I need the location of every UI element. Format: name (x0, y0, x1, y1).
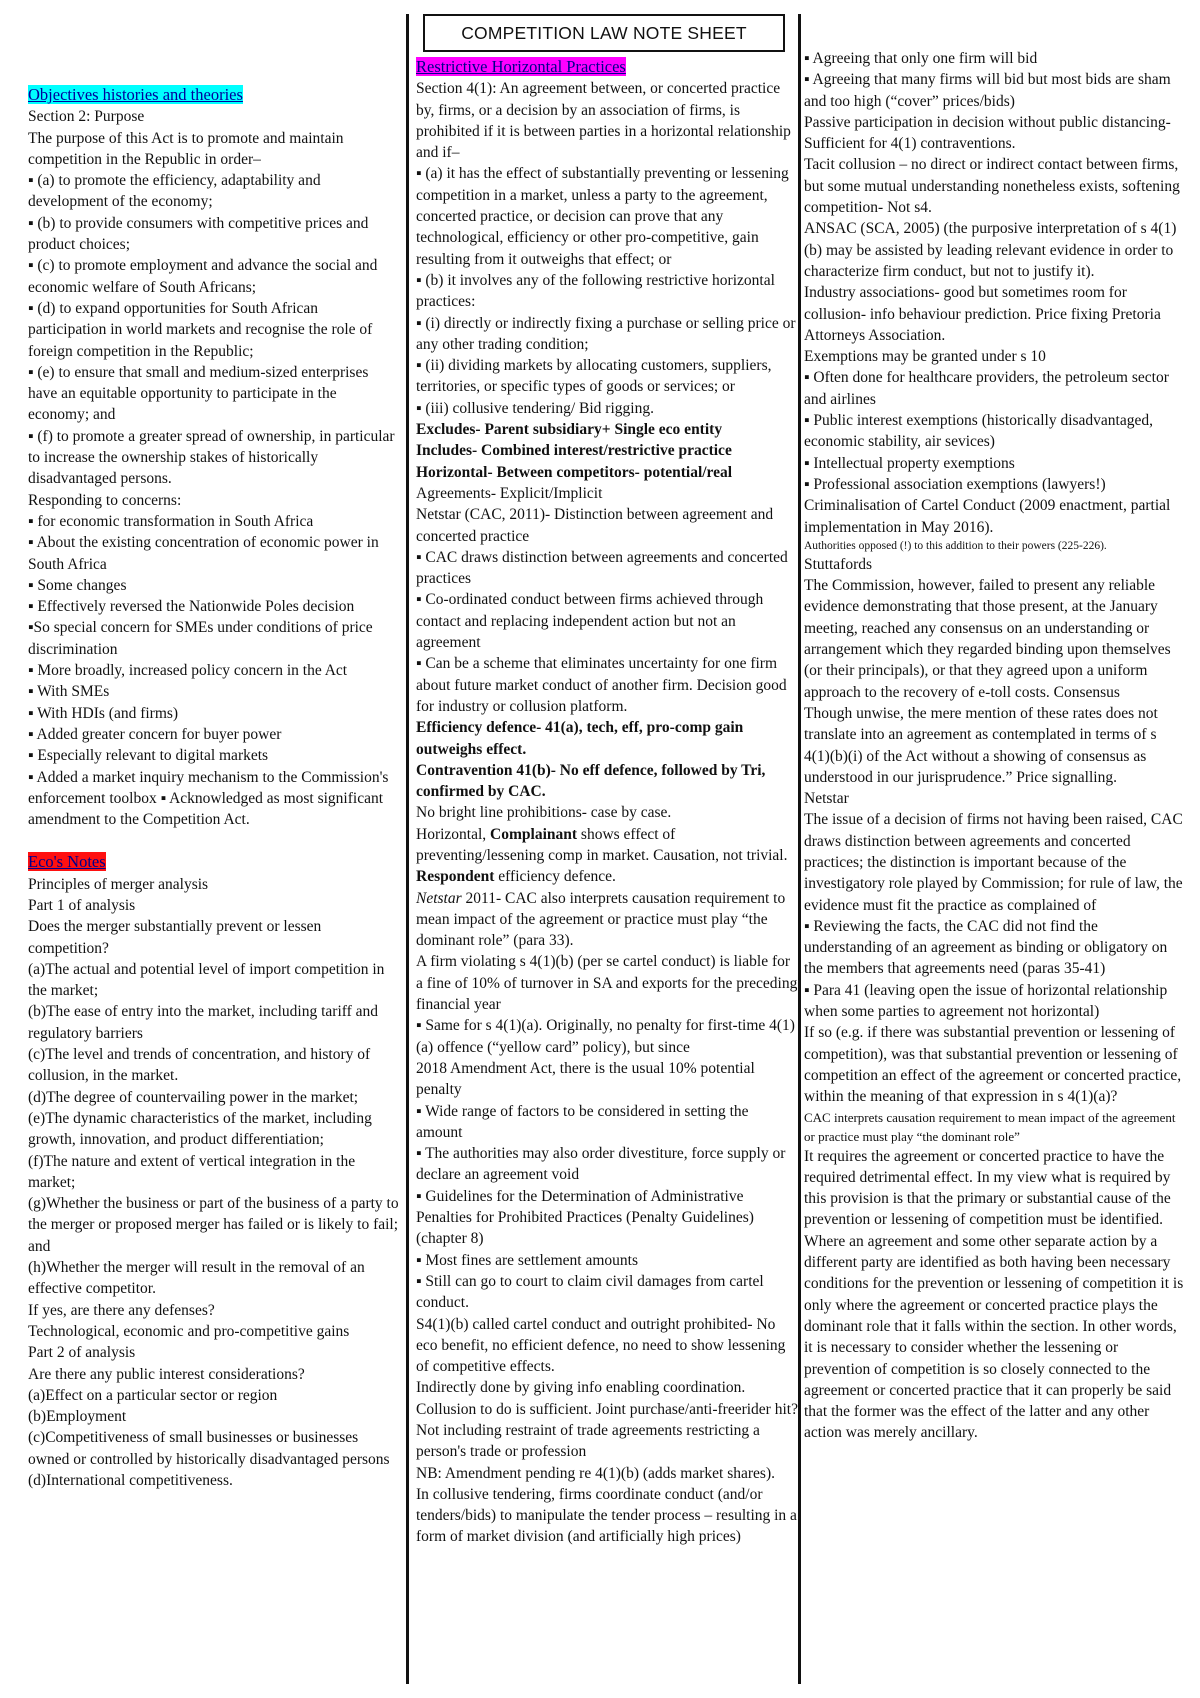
eco-line: (f)The nature and extent of vertical integration in the market; (28, 1152, 356, 1191)
bullet-line: ▪ Wide range of factors to be considered in setting the amount (416, 1102, 749, 1141)
eco-line: Are there any public interest considerations? (28, 1365, 305, 1383)
text-run: Horizontal, (416, 825, 491, 843)
eco-line: Part 1 of analysis (28, 896, 136, 914)
bullet-line: ▪ Most fines are settlement amounts (416, 1251, 639, 1269)
eco-line: (b)The ease of entry into the market, including tariff and regulatory barriers (28, 1003, 379, 1042)
bullet-line: ▪ CAC draws distinction between agreements and concerted practices (416, 548, 788, 588)
right-line: Stuttafords (804, 555, 873, 573)
objectives-list (28, 106, 400, 830)
objectives-line: ▪So special concern for SMEs under conditions of price discrimination (28, 619, 373, 658)
section-4-1-b-i: ▪ (i) directly or indirectly fixing a purchase or selling price or any other trading condition; (416, 314, 796, 353)
eco-line: (h)Whether the merger will result in the removal of an effective competitor. (28, 1259, 365, 1298)
objectives-line: Responding to concerns: (28, 491, 182, 509)
nb-note: NB: Amendment pending re 4(1)(b) (adds market shares). (416, 1464, 775, 1482)
bullet-line: ▪ The authorities may also order divestiture, force supply or declare an agreement void (416, 1145, 786, 1184)
bullet-line: ▪ Guidelines for the Determination of Administrative Penalties for Prohibited Practices (Penalty Guidelines) (chapter 8) (416, 1187, 754, 1248)
fine-note: A firm violating s 4(1)(b) (per se cartel conduct) is liable for a fine of 10% of turnover in SA and exports for the preceding financial year (416, 953, 798, 1014)
column-divider-left (406, 14, 409, 1684)
eco-line: (c)Competitiveness of small businesses or businesses owned or controlled by historically disadvantaged persons (28, 1429, 390, 1468)
right-line: Exemptions may be granted under s 10 (804, 348, 1046, 366)
objectives-line: ▪ (c) to promote employment and advance the social and economic welfare of South Africans; (28, 257, 378, 296)
right-line: ▪ Often done for healthcare providers, the petroleum sector and airlines (804, 369, 1169, 408)
eco-notes-heading: Eco's Notes (28, 852, 106, 872)
section-4-1-a: ▪ (a) it has the effect of substantially preventing or lessening competition in a market, unless a party to the agreement, concerted practice, or decision can prove that any technological, efficiency or other pro-competitive, gain resulting from it outweighs that effect; or (416, 165, 789, 268)
eco-line: Part 2 of analysis (28, 1344, 136, 1362)
objectives-line: ▪ for economic transformation in South Africa (28, 512, 314, 530)
right-line: ▪ Public interest exemptions (historically disadvantaged, economic stability, air sevices) (804, 412, 1153, 451)
eco-line: (e)The dynamic characteristics of the market, including growth, innovation, and product differentiation; (28, 1109, 372, 1149)
right-line: ▪ Professional association exemptions (lawyers!) (804, 475, 1106, 493)
objectives-line: ▪ (f) to promote a greater spread of ownership, in particular to increase the ownership stakes of historically disadvantaged persons. (28, 427, 395, 488)
eco-line: (a)Effect on a particular sector or region (28, 1386, 278, 1404)
right-line: The Commission, however, failed to present any reliable evidence demonstrating that those present, at the January meeting, reached any consensus on an understanding or arrangement which they regarded binding upon themselves (or their principals), or that they agreed upon a uniform approach to the recovery of e-toll costs. Consensus (804, 577, 1171, 701)
indirect-note: Indirectly done by giving info enabling coordination. Collusion to do is sufficient. Joint purchase/anti-freerider hit? (416, 1379, 798, 1418)
small-note: CAC interprets causation requirement to mean impact of the agreement or practice must play “the dominant role” (804, 1109, 1176, 1144)
small-note: Authorities opposed (!) to this addition to their powers (225-226). (804, 539, 1107, 552)
eco-line: Principles of merger analysis (28, 875, 209, 893)
eco-line: If yes, are there any defenses? (28, 1301, 215, 1319)
includes-note: Includes- Combined interest/restrictive practice (416, 442, 732, 460)
netstar-causation-note (416, 888, 798, 952)
netstar-note: Netstar (CAC, 2011)- Distinction between agreement and concerted practice (416, 506, 774, 545)
right-line: ▪ Intellectual property exemptions (804, 454, 1015, 472)
objectives-heading: Objectives histories and theories (28, 85, 243, 104)
right-line: The issue of a decision of firms not having been raised, CAC draws distinction between agreements and concerted practices; the distinction is important because of the investigatory role played by Commission; for rule of law, the evidence must fit the practice as complained of (804, 811, 1183, 914)
right-line: Passive participation in decision without public distancing- Sufficient for 4(1) contraventions. (804, 113, 1171, 153)
objectives-line: ▪ Effectively reversed the Nationwide Poles decision (28, 598, 355, 616)
collusive-tendering-note: In collusive tendering, firms coordinate conduct (and/or tenders/bids) to manipulate the tender process – resulting in a form of market division (and artificially high prices) (416, 1485, 797, 1546)
objectives-line: ▪ Added a market inquiry mechanism to the Commission's enforcement toolbox ▪ Acknowledged as most significant amendment to the Competition Act. (28, 768, 389, 829)
contravention-note: Contravention 41(b)- No eff defence, followed by Tri, confirmed by CAC. (416, 761, 766, 801)
right-line: ▪ Agreeing that many firms will bid but most bids are sham and too high (“cover” prices/bids) (804, 71, 1171, 110)
bullet-line: ▪ Can be a scheme that eliminates uncertainty for one firm about future market conduct of another firm. Decision good for industry or collusion platform. (416, 655, 787, 715)
objectives-line: ▪ (e) to ensure that small and medium-sized enterprises have an equitable opportunity to participate in the economy; and (28, 363, 369, 424)
eco-line: (b)Employment (28, 1408, 127, 1426)
text-run: efficiency defence. (494, 868, 616, 886)
left-column (28, 84, 400, 1491)
restrictive-practices-heading: Restrictive Horizontal Practices (416, 57, 626, 76)
section-4-1-text: Section 4(1): An agreement between, or concerted practice by, firms, or a decision by an association of firms, is prohibited if it is between parties in a horizontal relationship and if– (416, 80, 791, 162)
bullet-line: ▪ Same for s 4(1)(a). Originally, no penalty for first-time 4(1)(a) offence (“yellow card” policy), but since (416, 1017, 795, 1056)
cartel-conduct-note: S4(1)(b) called cartel conduct and outright prohibited- No eco benefit, no efficient defence, no need to show lessening of competitive effects. (416, 1315, 786, 1376)
objectives-line: ▪ (a) to promote the efficiency, adaptability and development of the economy; (28, 172, 321, 211)
text-run-italic: Netstar (416, 889, 462, 907)
section-4-1-b-ii: ▪ (ii) dividing markets by allocating customers, suppliers, territories, or specific types of goods or services; or (416, 357, 772, 396)
case-by-case-note: No bright line prohibitions- case by case. (416, 804, 672, 822)
right-line: Industry associations- good but sometimes room for collusion- info behaviour prediction. Price fixing Pretoria Attorneys Association. (804, 284, 1161, 344)
objectives-line: ▪ (d) to expand opportunities for South African participation in world markets and recognise the role of foreign competition in the Republic; (28, 299, 373, 360)
objectives-line: The purpose of this Act is to promote and maintain competition in the Republic in order– (28, 129, 344, 168)
objectives-line: ▪ With SMEs (28, 683, 110, 701)
efficiency-defence-note: Efficiency defence- 41(a), tech, eff, pro-comp gain outweighs effect. (416, 719, 744, 758)
objectives-line: ▪ Especially relevant to digital markets (28, 747, 269, 765)
page-title: COMPETITION LAW NOTE SHEET (423, 14, 785, 52)
right-column (804, 48, 1184, 1444)
right-line: Criminalisation of Cartel Conduct (2009 enactment, partial implementation in May 2016). (804, 497, 1171, 536)
eco-line: (g)Whether the business or part of the business of a party to the merger or proposed merger has failed or is likely to fail; and (28, 1195, 399, 1255)
amendment-note: 2018 Amendment Act, there is the usual 10% potential penalty (416, 1059, 755, 1099)
objectives-line: ▪ More broadly, increased policy concern in the Act (28, 662, 348, 680)
right-line: ANSAC (SCA, 2005) (the purposive interpretation of s 4(1)(b) may be assisted by leading relevant evidence in order to characterize firm conduct, but not to justify it). (804, 220, 1177, 280)
right-line: If so (e.g. if there was substantial prevention or lessening of competition), was that substantial prevention or lessening of competition an effect of the agreement or concerted practice, within the meaning of that expression in s 4(1)(a)? (804, 1024, 1182, 1106)
eco-line: (d)International competitiveness. (28, 1472, 233, 1489)
excludes-note: Excludes- Parent subsidiary+ Single eco entity (416, 421, 723, 439)
text-run-bold: Complainant (490, 825, 578, 843)
bullet-line: ▪ Co-ordinated conduct between firms achieved through contact and replacing independent action but not an agreement (416, 591, 764, 652)
column-divider-right (798, 14, 801, 1684)
eco-line: Does the merger substantially prevent or lessen competition? (28, 918, 322, 957)
right-line: ▪ Reviewing the facts, the CAC did not find the understanding of an agreement as binding or obligatory on the members that agreements need (paras 35-41) (804, 917, 1168, 978)
restraint-note: Not including restraint of trade agreements restricting a person's trade or profession (416, 1422, 760, 1461)
text-run: 2011- CAC also interprets causation requirement to mean impact of the agreement or practice must play “the dominant role” (para 33). (416, 889, 786, 950)
complainant-note (416, 824, 798, 888)
horizontal-note: Horizontal- Between competitors- potential/real (416, 463, 733, 481)
eco-line: (d)The degree of countervailing power in the market; (28, 1088, 359, 1106)
text-run: shows effect of preventing/lessening comp in market. Causation, not trivial. (416, 825, 788, 864)
objectives-line: ▪ Added greater concern for buyer power (28, 725, 282, 743)
objectives-line: Section 2: Purpose (28, 108, 145, 126)
right-line: Though unwise, the mere mention of these rates does not translate into an agreement as contemplated in terms of s 4(1)(b)(i) of the Act without a showing of consensus as understood in our jurisprudence.” Price signalling. (804, 704, 1158, 786)
objectives-line: ▪ (b) to provide consumers with competitive prices and product choices; (28, 214, 369, 254)
bullet-line: ▪ Still can go to court to claim civil damages from cartel conduct. (416, 1272, 764, 1312)
eco-line: Technological, economic and pro-competitive gains (28, 1322, 350, 1340)
middle-column (416, 56, 798, 1548)
section-4-1-b-iii: ▪ (iii) collusive tendering/ Bid rigging. (416, 399, 654, 417)
right-line: Netstar (804, 790, 849, 808)
agreements-note: Agreements- Explicit/Implicit (416, 484, 603, 502)
eco-line: (a)The actual and potential level of import competition in the market; (28, 960, 385, 1000)
right-line: Tacit collusion – no direct or indirect contact between firms, but some mutual understanding nonetheless exists, softening competition- Not s4. (804, 156, 1180, 217)
section-4-1-b: ▪ (b) it involves any of the following restrictive horizontal practices: (416, 271, 775, 311)
right-line: ▪ Para 41 (leaving open the issue of horizontal relationship when some parties to agreement not horizontal) (804, 981, 1168, 1021)
objectives-line: ▪ Some changes (28, 576, 127, 594)
eco-line: (c)The level and trends of concentration, and history of collusion, in the market. (28, 1046, 371, 1085)
text-run-bold: Respondent (416, 868, 495, 886)
right-line: It requires the agreement or concerted practice to have the required detrimental effect. In my view what is required by this provision is that the primary or substantial cause of the prevention or lessening of competition must be identified. Where an agreement and some other separate action by a different party are identified as both having been necessary conditions for the prevention or lessening of competition it is only where the agreement or concerted practice plays the dominant role that it falls within the section. In other words, it is necessary to consider whether the lessening or prevention of competition is so closely connected to the agreement or concerted practice that it can properly be said that the former was the effect of the latter and any other action was merely ancillary. (804, 1147, 1184, 1442)
objectives-line: ▪ With HDIs (and firms) (28, 704, 179, 722)
eco-notes-list (28, 874, 400, 1492)
objectives-line: ▪ About the existing concentration of economic power in South Africa (28, 534, 379, 573)
right-line: ▪ Agreeing that only one firm will bid (804, 50, 1038, 67)
